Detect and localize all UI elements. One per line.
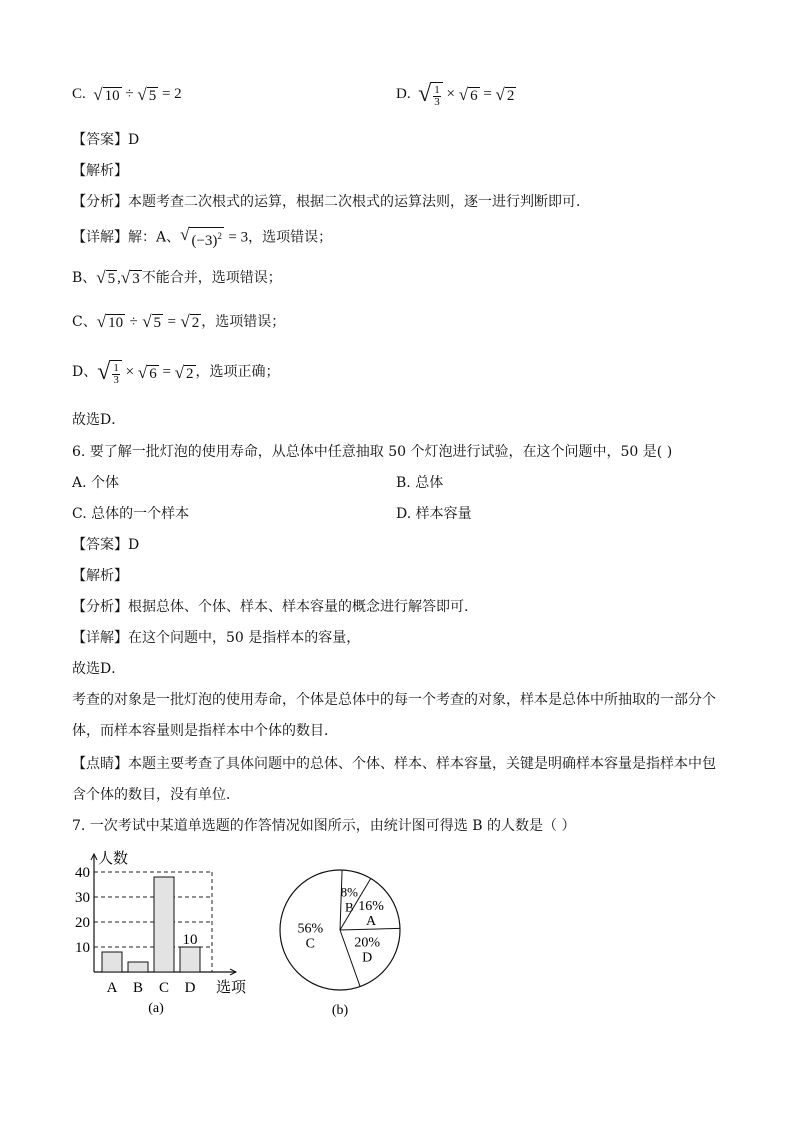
y-axis-label: 人数 [98,851,129,867]
bar-chart [60,840,260,1020]
sqrt-expression: √ 6 [458,84,478,104]
bar-a [102,952,122,972]
y-tick-label: 10 [75,940,90,956]
slice-percent-label: 56% [297,921,324,937]
q5-detail-c: C、 √ 10 ÷ √ 5 = √ 2 ，选项错误； [72,312,286,331]
q5-conclusion: 故选D． [72,412,126,428]
slice-percent-label: 16% [358,898,384,914]
option-label: D. [396,85,411,102]
pie-chart [270,860,410,1020]
q6-option-c: C. 总体的一个样本 [72,506,190,522]
y-tick-label: 20 [75,915,90,931]
slice-percent-label: 8% [340,884,358,900]
q5-option-c: C. √ 10 ÷ √ 5 = 2 [72,84,182,104]
slice-category-label: C [305,936,316,952]
q6-stem: 6. 要了解一批灯泡的使用寿命，从总体中任意抽取 50 个灯泡进行试验，在这个问题中，50 是( ) [72,444,673,460]
q6-analysis: 【分析】根据总体、个体、样本、样本容量的概念进行解答即可. [72,599,469,615]
q6-comment-line2: 含个体的数目，没有单位． [72,787,240,803]
slice-category-label: D [362,950,373,966]
chart-caption: (a) [148,1001,164,1016]
slice-percent-label: 20% [354,935,381,951]
q5-detail-b: B、 √ 5 , √ 3 不能合并，选项错误； [72,268,282,287]
q5-detail-a: 【详解】解：A、 √ $(-3)^2$ = 3，选项错误； [72,225,333,249]
x-tick-label: C [158,980,170,996]
q6-option-d: D. 样本容量 [396,506,472,522]
q5-analysis-heading: 【解析】 [72,163,128,179]
slice-category-label: B [344,899,354,915]
sqrt-expression: √ 10 [93,84,120,104]
sqrt-expression: √ 2 [495,84,515,104]
q6-option-b: B. 总体 [396,475,444,491]
bar-d [180,947,200,972]
bar-c [154,877,174,972]
q6-explain-line2: 体，而样本容量则是指样本中个体的数目． [72,723,338,739]
q6-conclusion: 故选D． [72,661,126,677]
bar-b [128,962,148,972]
slice-category-label: A [365,913,377,929]
x-tick-label: A [106,980,118,996]
chart-caption: (b) [331,1003,349,1018]
sqrt-expression: √ 5 [137,84,157,104]
q7-stem: 7. 一次考试中某道单选题的作答情况如图所示，由统计图可得选 B 的人数是（ ） [72,818,576,834]
q6-explain-line1: 考查的对象是一批灯泡的使用寿命，个体是总体中的每一个考查的对象，样本是总体中所抽取的一部分个 [72,692,716,708]
data-label: 10 [182,932,198,948]
y-tick-label: 40 [75,865,90,881]
y-tick-label: 30 [75,890,90,906]
q6-option-a: A. 个体 [72,475,120,491]
q5-option-d: D. √ $\frac{1}{3}$ × √ 6 = √ 2 [396,81,515,109]
q5-answer: 【答案】D [72,132,140,148]
q6-detail: 【详解】在这个问题中，50 是指样本的容量， [72,630,361,646]
q6-comment-line1: 【点睛】本题主要考查了具体问题中的总体、个体、样本、样本容量，关键是明确样本容量是指样本中包 [72,756,716,772]
q6-answer: 【答案】D [72,537,140,553]
sqrt-fraction: √ $\frac{1}{3}$ [418,80,443,109]
x-tick-label: B [132,980,144,996]
q5-analysis: 【分析】本题考查二次根式的运算，根据二次根式的运算法则，逐一进行判断即可． [72,194,590,210]
option-label: C. [72,86,86,102]
q5-detail-d: D、 √ $\frac{1}{3}$ × √ 6 = √ 2 ，选项正确； [72,359,280,387]
x-axis-label: 选项 [216,980,247,996]
q6-analysis-heading: 【解析】 [72,568,128,584]
x-tick-label: D [184,980,196,996]
